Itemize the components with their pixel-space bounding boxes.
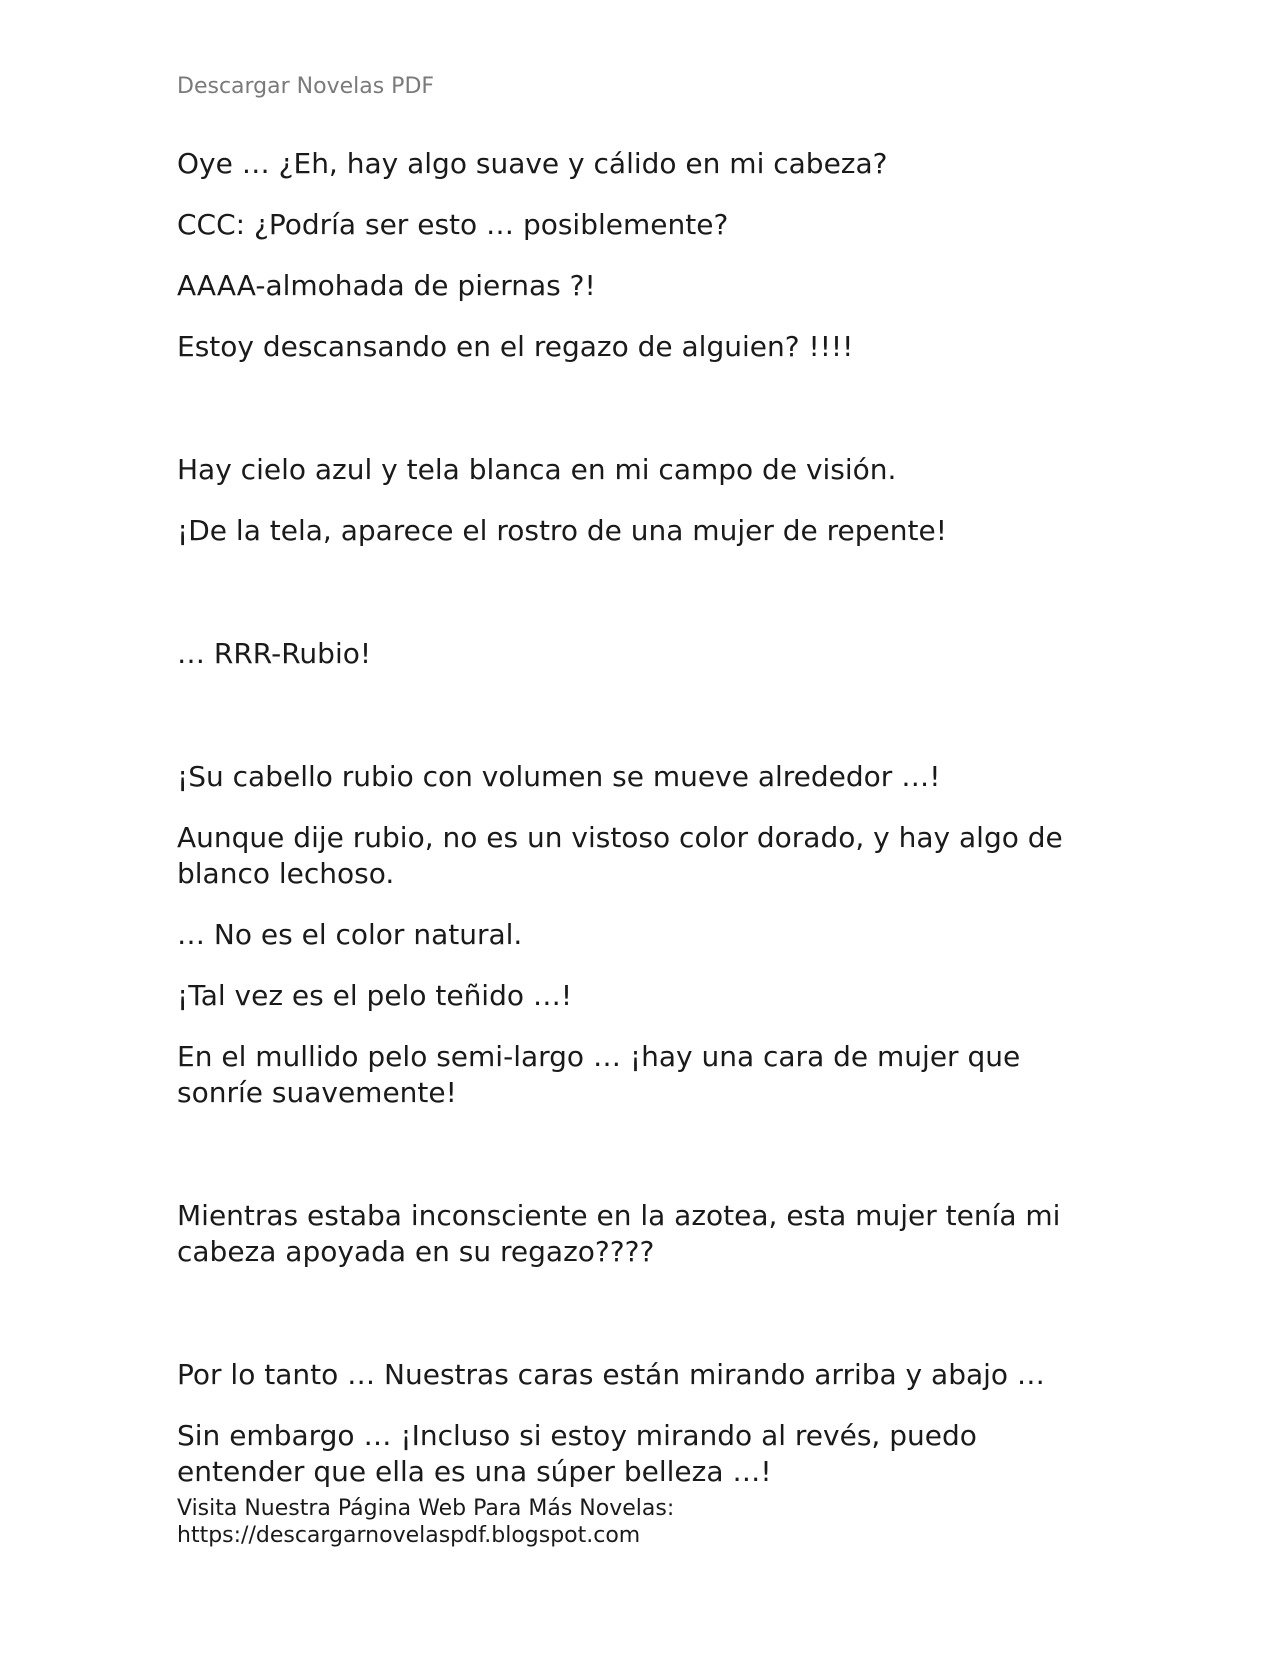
- paragraph: Por lo tanto … Nuestras caras están mirando arriba y abajo …: [177, 1358, 1045, 1391]
- paragraph: Aunque dije rubio, no es un vistoso color dorado, y hay algo de blanco lechoso.: [177, 821, 1063, 890]
- paragraph: ¡Tal vez es el pelo teñido …!: [177, 979, 573, 1012]
- paragraph: Hay cielo azul y tela blanca en mi campo de visión.: [177, 453, 897, 486]
- paragraph: ¡De la tela, aparece el rostro de una mujer de repente!: [177, 514, 947, 547]
- paragraph: Mientras estaba inconsciente en la azotea, esta mujer tenía mi cabeza apoyada en su regazo????: [177, 1199, 1061, 1268]
- paragraph: CCC: ¿Podría ser esto … posiblemente?: [177, 208, 729, 241]
- footer-promo-text: Visita Nuestra Página Web Para Más Novelas:: [177, 1496, 675, 1521]
- paragraph: AAAA-almohada de piernas ?!: [177, 269, 596, 302]
- paragraph: ¡Su cabello rubio con volumen se mueve alrededor …!: [177, 760, 941, 793]
- page-footer: [177, 1495, 674, 1549]
- paragraph: Sin embargo … ¡Incluso si estoy mirando al revés, puedo entender que ella es una súper belleza …!: [177, 1419, 977, 1488]
- paragraph: … No es el color natural.: [177, 918, 523, 951]
- paragraph: Estoy descansando en el regazo de alguien? !!!!: [177, 330, 854, 363]
- paragraph: Oye … ¿Eh, hay algo suave y cálido en mi cabeza?: [177, 147, 888, 180]
- footer-url: https://descargarnovelaspdf.blogspot.com: [177, 1523, 641, 1548]
- paragraph: … RRR-Rubio!: [177, 637, 372, 670]
- paragraph: En el mullido pelo semi-largo … ¡hay una cara de mujer que sonríe suavemente!: [177, 1040, 1021, 1109]
- page-header: Descargar Novelas PDF: [177, 74, 435, 99]
